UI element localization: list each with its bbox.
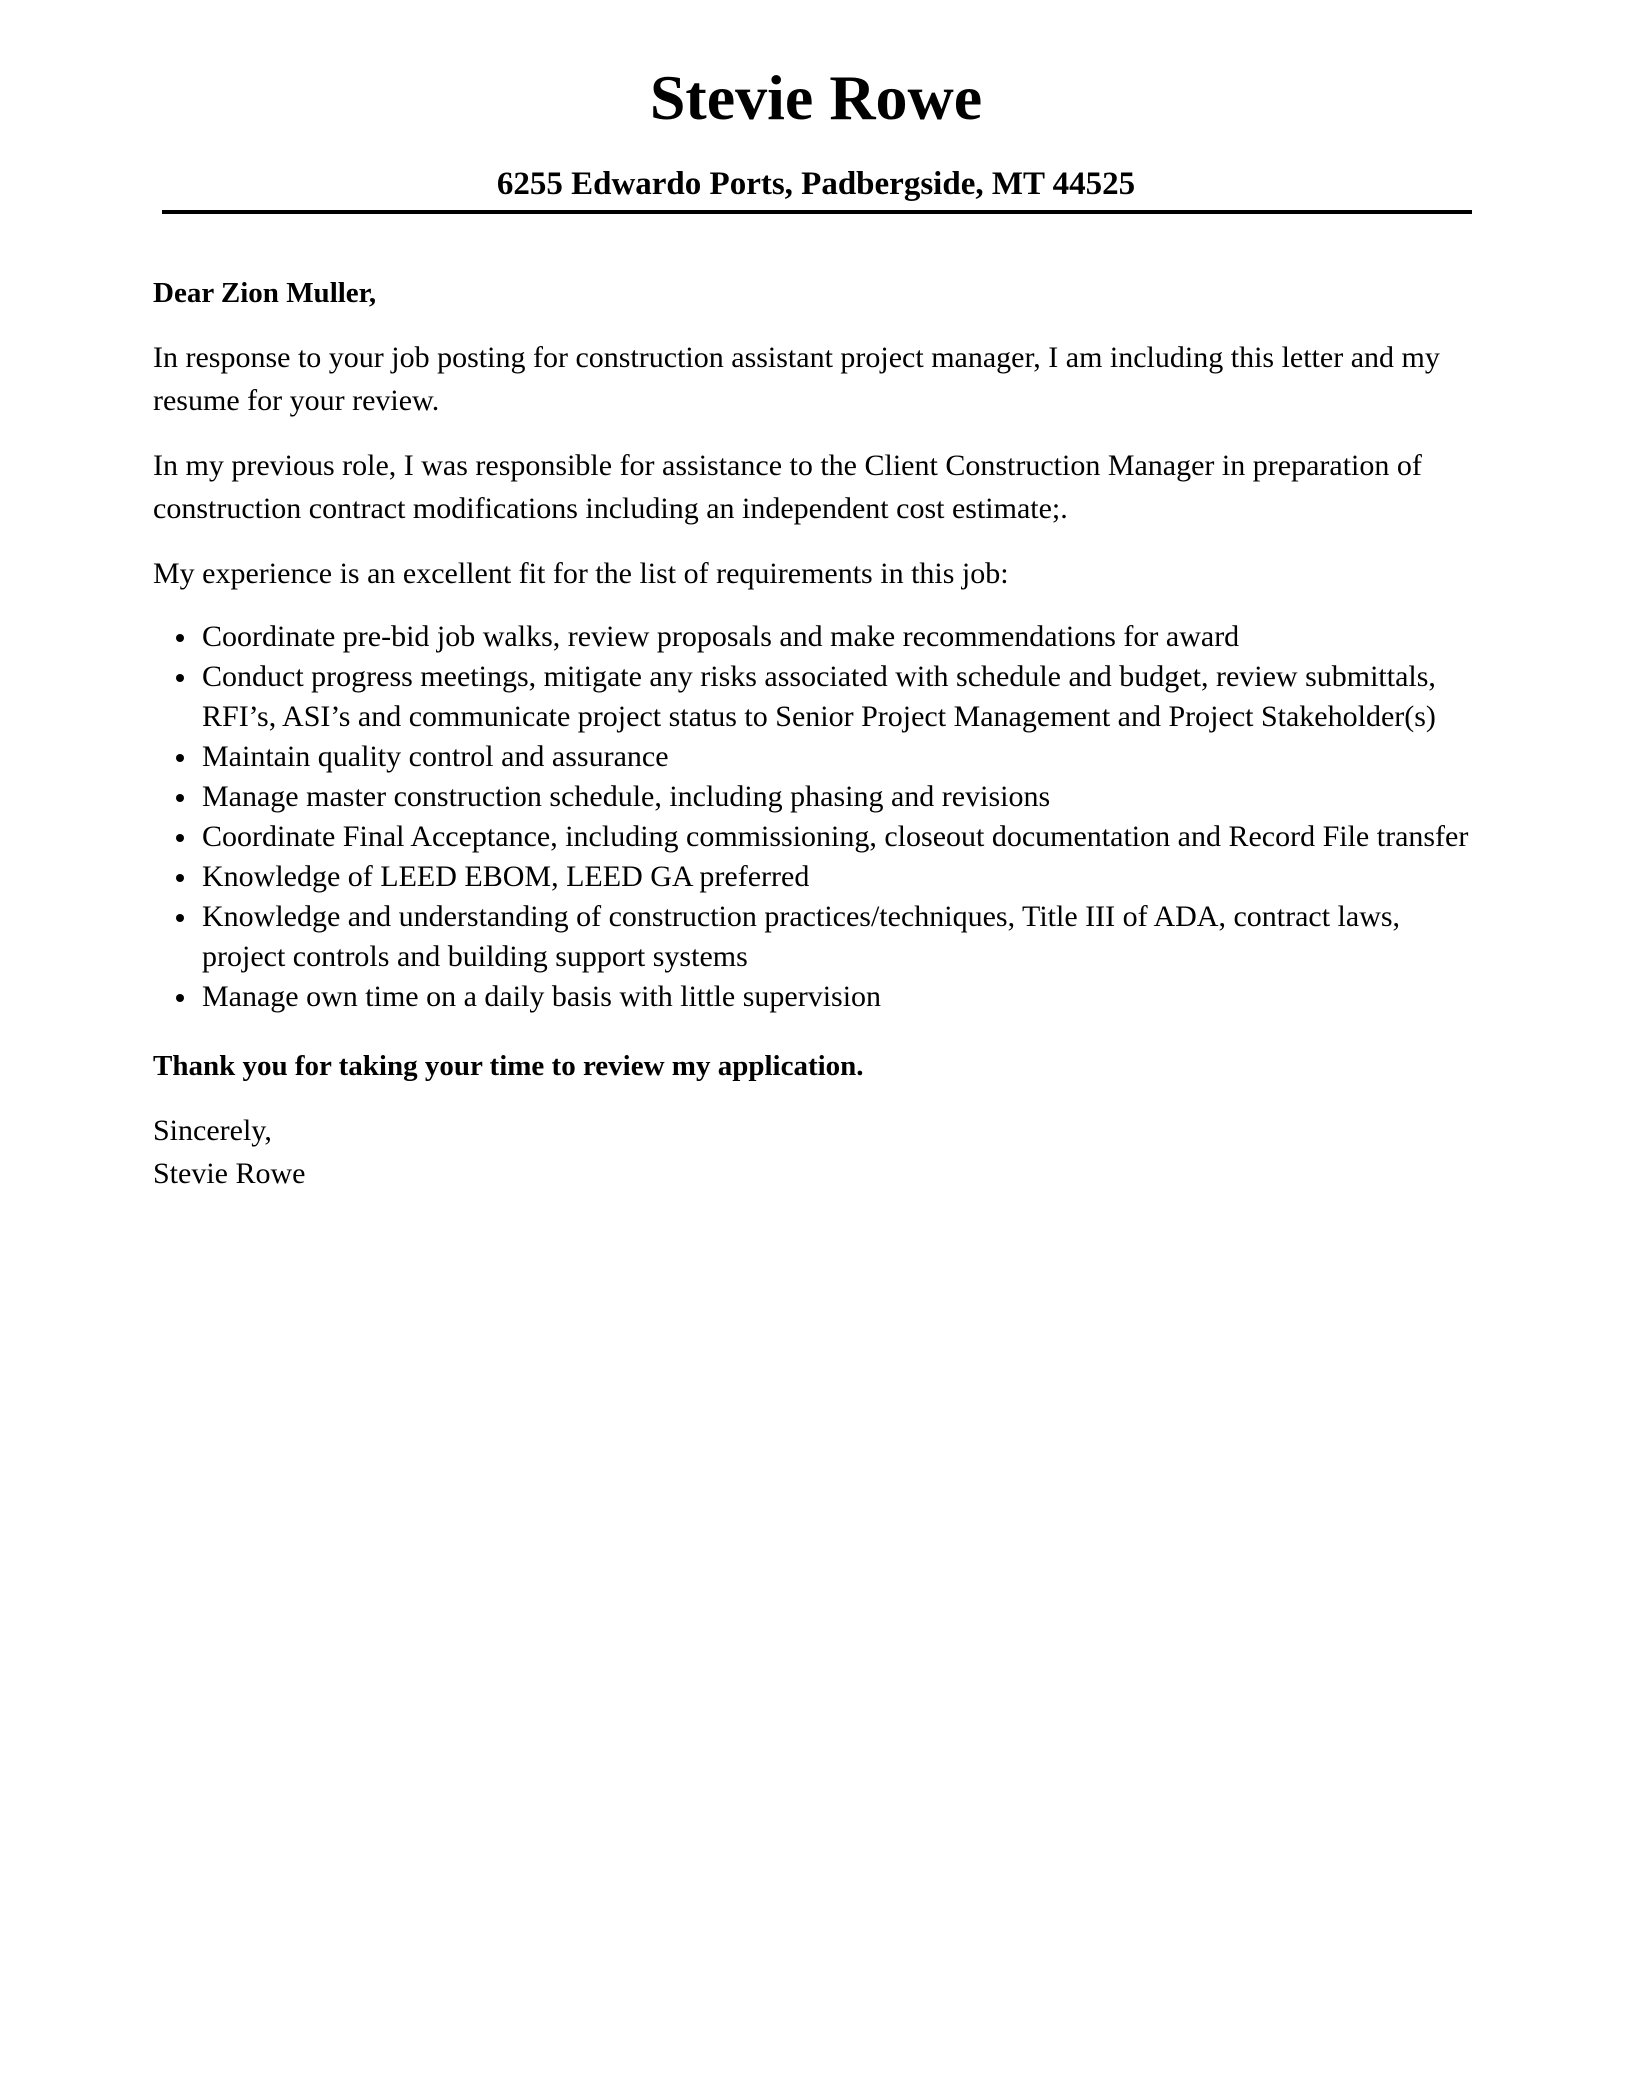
list-item-text: Maintain quality control and assurance [202,740,669,773]
list-item [153,737,1483,777]
list-item [153,777,1483,817]
list-item-text: Coordinate pre-bid job walks, review proposals and make recommendations for award [202,620,1240,653]
signature: Stevie Rowe [153,1157,306,1190]
bullet-icon [176,994,184,1002]
list-item [153,977,1483,1017]
letter-body [153,272,1483,1195]
list-item-text: Coordinate Final Acceptance, including commissioning, closeout documentation and Record File transfer [202,820,1469,853]
bullet-icon [176,834,184,842]
list-item [153,657,1483,737]
bullet-icon [176,754,184,762]
bullet-icon [176,794,184,802]
thank-you-line: Thank you for taking your time to review my application. [153,1050,864,1082]
bullet-icon [176,914,184,922]
list-item [153,617,1483,657]
bullet-icon [176,674,184,682]
requirements-list [153,617,1483,1017]
list-item [153,817,1483,857]
closing: Sincerely, [153,1114,272,1147]
intro-paragraph: In response to your job posting for construction assistant project manager, I am including this letter and my resume for your review. [153,341,1440,417]
list-item-text: Knowledge and understanding of construction practices/techniques, Title III of ADA, contract laws, project controls and building support systems [202,900,1401,973]
applicant-address: 6255 Edwardo Ports, Padbergside, MT 44525 [496,166,1136,202]
list-item [153,857,1483,897]
experience-paragraph: In my previous role, I was responsible for assistance to the Client Construction Manager in preparation of construction contract modifications including an independent cost estimate;. [153,449,1422,525]
list-item-text: Manage own time on a daily basis with little supervision [202,980,882,1013]
list-item-text: Conduct progress meetings, mitigate any risks associated with schedule and budget, review submittals, RFI’s, ASI’s and communicate project status to Senior Project Management and Project Stakeholder(s) [202,660,1436,733]
applicant-name: Stevie Rowe [649,62,983,133]
list-item [153,897,1483,977]
bullet-icon [176,874,184,882]
requirements-lead-paragraph: My experience is an excellent fit for the list of requirements in this job: [153,557,1009,590]
header-divider [162,210,1472,214]
list-item-text: Knowledge of LEED EBOM, LEED GA preferred [202,860,810,893]
bullet-icon [176,634,184,642]
list-item-text: Manage master construction schedule, including phasing and revisions [202,780,1051,813]
salutation: Dear Zion Muller, [153,277,377,309]
